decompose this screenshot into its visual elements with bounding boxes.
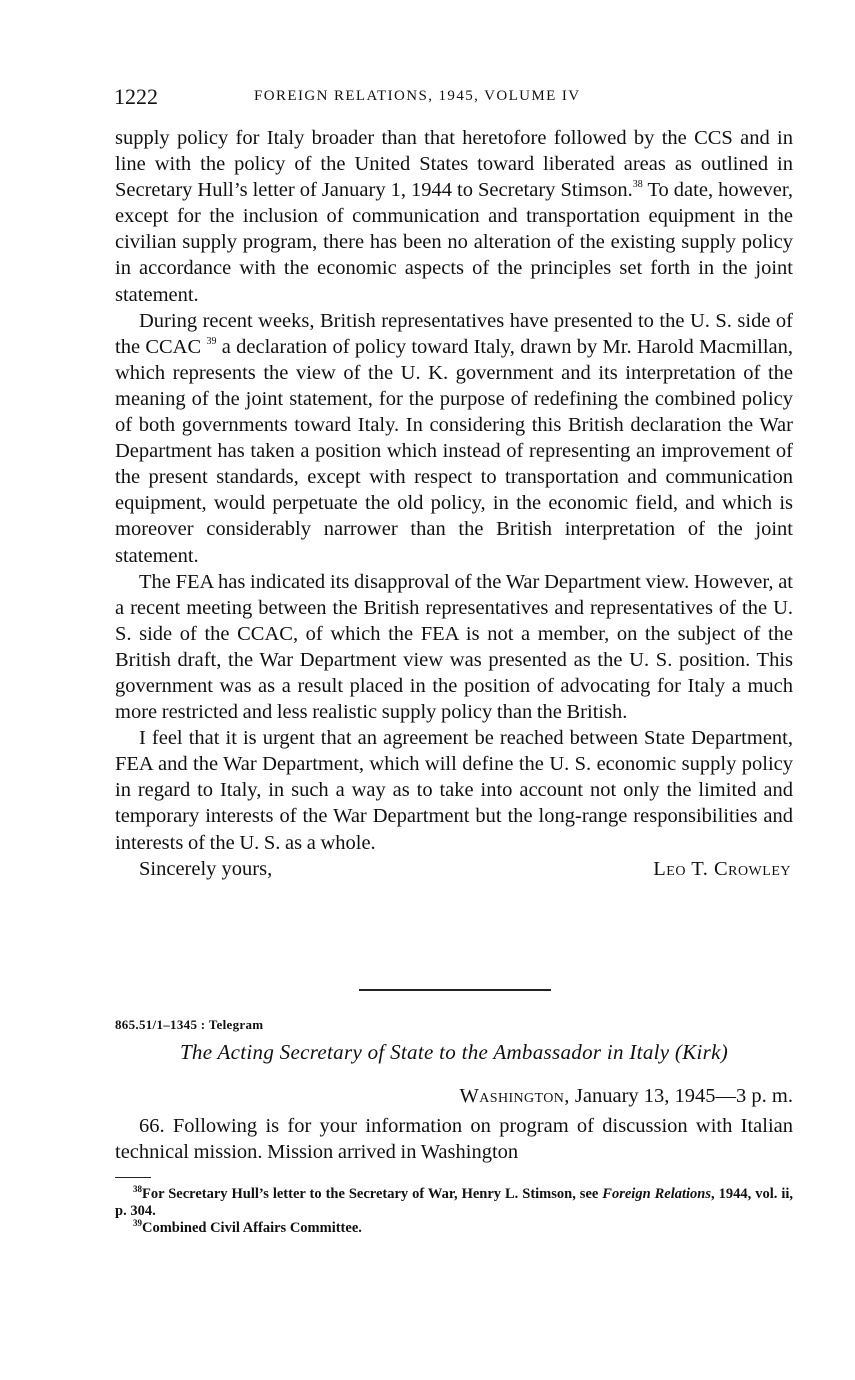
signature: Leo T. Crowley [653,857,791,880]
footnotes [115,1186,793,1237]
footnote-39-text: Combined Civil Affairs Committee. [142,1220,362,1236]
telegram-paragraph: 66. Following is for your information on program of discussion with Italian technical mission. Mission arrived in Washington [115,1115,793,1164]
paragraph-2-text-b: a declaration of policy toward Italy, drawn by Mr. Harold Macmillan, which represents the view of the U. K. government and its interpretation of the meaning of the joint statement, for the purpose of redefining the combined policy of both governments toward Italy. In considering this British declaration the War Department has taken a position which instead of representing an improvement of the present standards, except with respect to transportation and communication equipment, would perpetuate the old policy, in the economic field, and which is moreover considerably narrower than the British interpretation of the joint statement. [115,335,793,567]
paragraph-4: I feel that it is urgent that an agreement be reached between State Department, FEA and the War Department, which will define the U. S. economic supply policy in regard to Italy, in such a way as to take into account not only the limited and temporary interests of the War Department but the long-range responsibilities and interests of the U. S. as a whole. [115,727,793,854]
dateline-place: Washington, [459,1085,570,1107]
footnote-39-number: 39 [133,1218,142,1228]
footnote-38-number: 38 [133,1184,142,1194]
footnote-38-italic: Foreign Relations [602,1186,712,1202]
footnote-ref-38[interactable]: 38 [632,179,643,191]
document-title: The Acting Secretary of State to the Ambassador in Italy (Kirk) [179,1040,729,1064]
salutation: Sincerely yours, [139,857,273,880]
paragraph-2 [115,308,793,569]
section-divider [359,989,551,991]
footnote-38 [115,1186,793,1220]
page-header [114,84,794,114]
footnote-ref-39[interactable]: 39 [206,335,217,347]
letter-closing [115,856,793,882]
footnote-38-text-a: For Secretary Hull’s letter to the Secretary of War, Henry L. Stimson, see [142,1186,603,1202]
paragraph-1 [115,125,793,308]
file-reference: 865.51/1–1345 : Telegram [115,1017,264,1032]
paragraph-3: The FEA has indicated its disapproval of the War Department view. However, at a recent meeting between the British representatives and representatives of the U. S. side of the CCAC, of which the FEA is not a member, on the subject of the British draft, the War Department view was presented as the U. S. position. This government was as a result placed in the position of advocating for Italy a much more restricted and less realistic supply policy than the British. [115,570,793,724]
letter-body [115,125,793,882]
paragraph-2-text-a: During recent weeks, British representatives have presented to the U. S. side of the CCAC [115,309,793,358]
paragraph-1-text-b: To date, however, except for the inclusion of communication and transportation equipment in the civilian supply program, there has been no alteration of the existing supply policy in accordance with the economic aspects of the principles set forth in the joint statement. [115,179,793,306]
dateline-date: January 13, 1945—3 p. m. [569,1085,793,1107]
telegram-body [115,1113,793,1165]
footnote-divider [115,1177,151,1178]
running-head: FOREIGN RELATIONS, 1945, VOLUME IV [254,88,581,104]
footnote-38-text-b: , 1944, vol. ii, p. 304. [115,1186,793,1219]
dateline [460,1085,794,1108]
footnote-39 [115,1220,793,1237]
page-number: 1222 [114,84,158,109]
paragraph-1-text-a: supply policy for Italy broader than that heretofore followed by the CCS and in line with the policy of the United States toward liberated areas as outlined in Secretary Hull’s letter of January 1, 1944 to Secretary Stimson. [115,127,793,202]
